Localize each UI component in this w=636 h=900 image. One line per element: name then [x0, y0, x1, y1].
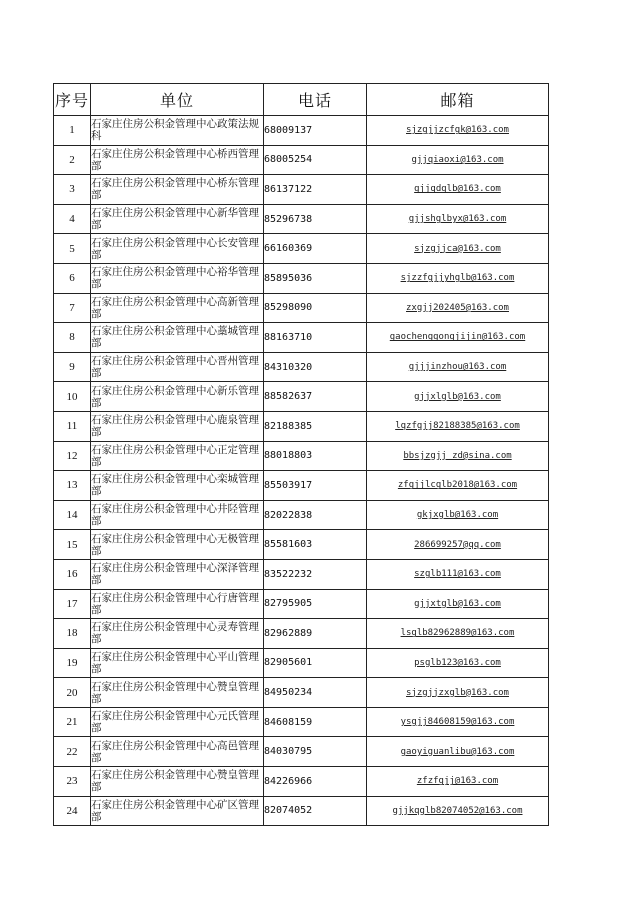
email-cell — [367, 648, 549, 678]
row-number: 10 — [54, 382, 91, 412]
email-address[interactable]: gjjqdglb@163.com — [414, 184, 501, 195]
unit-name: 石家庄住房公积金管理中心高邑管理部 — [91, 737, 264, 767]
phone-number: 84310320 — [264, 352, 367, 382]
email-cell — [367, 530, 549, 560]
unit-name: 石家庄住房公积金管理中心赞皇管理部 — [91, 678, 264, 708]
table-header — [54, 84, 549, 116]
phone-number: 82022838 — [264, 500, 367, 530]
unit-name: 石家庄住房公积金管理中心藁城管理部 — [91, 323, 264, 353]
table-body — [54, 116, 549, 826]
unit-name: 石家庄住房公积金管理中心裕华管理部 — [91, 263, 264, 293]
unit-name: 石家庄住房公积金管理中心政策法规科 — [91, 116, 264, 146]
table-row — [54, 559, 549, 589]
email-cell — [367, 204, 549, 234]
table-row — [54, 796, 549, 826]
table-row — [54, 500, 549, 530]
row-number: 1 — [54, 116, 91, 146]
table-row — [54, 175, 549, 205]
header-unit: 单位 — [91, 84, 264, 116]
email-address[interactable]: sjzgjjzcfgk@163.com — [406, 125, 509, 136]
row-number: 20 — [54, 678, 91, 708]
email-cell — [367, 678, 549, 708]
phone-number: 85581603 — [264, 530, 367, 560]
phone-number: 88582637 — [264, 382, 367, 412]
email-address[interactable]: lsglb82962889@163.com — [400, 628, 515, 639]
table-row — [54, 263, 549, 293]
row-number: 15 — [54, 530, 91, 560]
table-row — [54, 619, 549, 649]
unit-name: 石家庄住房公积金管理中心无极管理部 — [91, 530, 264, 560]
unit-name: 石家庄住房公积金管理中心栾城管理部 — [91, 471, 264, 501]
table-row — [54, 471, 549, 501]
table-row — [54, 441, 549, 471]
table-row — [54, 737, 549, 767]
row-number: 4 — [54, 204, 91, 234]
email-cell — [367, 323, 549, 353]
email-cell — [367, 382, 549, 412]
row-number: 14 — [54, 500, 91, 530]
table-row — [54, 678, 549, 708]
row-number: 21 — [54, 707, 91, 737]
row-number: 7 — [54, 293, 91, 323]
phone-number: 82795905 — [264, 589, 367, 619]
email-address[interactable]: zxgjj202405@163.com — [406, 302, 509, 313]
email-address[interactable]: gjjqiaoxi@163.com — [411, 154, 504, 165]
header-tel: 电话 — [264, 84, 367, 116]
phone-number: 85296738 — [264, 204, 367, 234]
email-address[interactable]: gjjxtglb@163.com — [414, 598, 501, 609]
phone-number: 86137122 — [264, 175, 367, 205]
email-address[interactable]: gjjshglbyx@163.com — [408, 214, 507, 225]
unit-name: 石家庄住房公积金管理中心平山管理部 — [91, 648, 264, 678]
phone-number: 82074052 — [264, 796, 367, 826]
email-cell — [367, 411, 549, 441]
unit-name: 石家庄住房公积金管理中心鹿泉管理部 — [91, 411, 264, 441]
phone-number: 82962889 — [264, 619, 367, 649]
email-cell — [367, 500, 549, 530]
table-row — [54, 767, 549, 797]
unit-name: 石家庄住房公积金管理中心元氏管理部 — [91, 707, 264, 737]
table-row — [54, 382, 549, 412]
email-cell — [367, 293, 549, 323]
header-row — [54, 84, 549, 116]
email-address[interactable]: gjjxlglb@163.com — [414, 391, 501, 402]
email-cell — [367, 737, 549, 767]
row-number: 6 — [54, 263, 91, 293]
phone-number: 84608159 — [264, 707, 367, 737]
email-address[interactable]: ysgjj84608159@163.com — [400, 717, 515, 728]
table-row — [54, 234, 549, 264]
phone-number: 85298090 — [264, 293, 367, 323]
row-number: 11 — [54, 411, 91, 441]
row-number: 8 — [54, 323, 91, 353]
header-no: 序号 — [54, 84, 91, 116]
unit-name: 石家庄住房公积金管理中心井陉管理部 — [91, 500, 264, 530]
table-row — [54, 293, 549, 323]
header-mail: 邮箱 — [367, 84, 549, 116]
email-address[interactable]: 286699257@qq.com — [414, 539, 501, 550]
phone-number: 82188385 — [264, 411, 367, 441]
row-number: 9 — [54, 352, 91, 382]
unit-name: 石家庄住房公积金管理中心新乐管理部 — [91, 382, 264, 412]
unit-name: 石家庄住房公积金管理中心晋州管理部 — [91, 352, 264, 382]
unit-name: 石家庄住房公积金管理中心深泽管理部 — [91, 559, 264, 589]
email-cell — [367, 767, 549, 797]
unit-name: 石家庄住房公积金管理中心桥东管理部 — [91, 175, 264, 205]
email-cell — [367, 559, 549, 589]
phone-number: 83522232 — [264, 559, 367, 589]
email-cell — [367, 175, 549, 205]
email-address[interactable]: gjjkqglb82074052@163.com — [392, 805, 523, 816]
row-number: 19 — [54, 648, 91, 678]
table-row — [54, 648, 549, 678]
unit-name: 石家庄住房公积金管理中心正定管理部 — [91, 441, 264, 471]
table-row — [54, 411, 549, 441]
unit-name: 石家庄住房公积金管理中心灵寿管理部 — [91, 619, 264, 649]
unit-name: 石家庄住房公积金管理中心赞皇管理部 — [91, 767, 264, 797]
unit-name: 石家庄住房公积金管理中心新华管理部 — [91, 204, 264, 234]
email-cell — [367, 441, 549, 471]
unit-name: 石家庄住房公积金管理中心长安管理部 — [91, 234, 264, 264]
table-row — [54, 352, 549, 382]
email-cell — [367, 471, 549, 501]
email-address[interactable]: zfzfgjj@163.com — [416, 776, 499, 787]
row-number: 12 — [54, 441, 91, 471]
table-row — [54, 589, 549, 619]
email-address[interactable]: gjjjinzhou@163.com — [408, 362, 507, 373]
row-number: 18 — [54, 619, 91, 649]
row-number: 2 — [54, 145, 91, 175]
table-row — [54, 116, 549, 146]
email-cell — [367, 263, 549, 293]
email-cell — [367, 234, 549, 264]
row-number: 3 — [54, 175, 91, 205]
table-row — [54, 204, 549, 234]
table-row — [54, 530, 549, 560]
email-cell — [367, 619, 549, 649]
unit-name: 石家庄住房公积金管理中心桥西管理部 — [91, 145, 264, 175]
row-number: 23 — [54, 767, 91, 797]
phone-number: 68005254 — [264, 145, 367, 175]
email-address[interactable]: lqzfgjj82188385@163.com — [395, 421, 520, 432]
row-number: 24 — [54, 796, 91, 826]
email-address[interactable]: gaochenggongjijin@163.com — [389, 332, 526, 343]
email-address[interactable]: szglb111@163.com — [414, 569, 501, 580]
email-address[interactable]: gaoyiguanlibu@163.com — [400, 746, 515, 757]
table-row — [54, 145, 549, 175]
unit-name: 石家庄住房公积金管理中心高新管理部 — [91, 293, 264, 323]
email-address[interactable]: psglb123@163.com — [414, 657, 501, 668]
row-number: 5 — [54, 234, 91, 264]
email-cell — [367, 116, 549, 146]
email-cell — [367, 589, 549, 619]
email-cell — [367, 352, 549, 382]
phone-number: 84950234 — [264, 678, 367, 708]
phone-number: 84030795 — [264, 737, 367, 767]
table-row — [54, 707, 549, 737]
unit-name: 石家庄住房公积金管理中心行唐管理部 — [91, 589, 264, 619]
row-number: 13 — [54, 471, 91, 501]
unit-name: 石家庄住房公积金管理中心矿区管理部 — [91, 796, 264, 826]
email-address[interactable]: gkjxglb@163.com — [416, 510, 499, 521]
email-address[interactable]: sjzzfgjjyhglb@163.com — [400, 273, 515, 284]
phone-number: 88163710 — [264, 323, 367, 353]
email-address[interactable]: bbsjzgjj_zd@sina.com — [403, 450, 512, 461]
email-cell — [367, 707, 549, 737]
phone-number: 82905601 — [264, 648, 367, 678]
phone-number: 85895036 — [264, 263, 367, 293]
contact-table — [53, 83, 549, 826]
row-number: 16 — [54, 559, 91, 589]
phone-number: 85503917 — [264, 471, 367, 501]
phone-number: 68009137 — [264, 116, 367, 146]
email-address[interactable]: zfgjjlcglb2018@163.com — [397, 480, 518, 491]
row-number: 17 — [54, 589, 91, 619]
email-address[interactable]: sjzgjjzxglb@163.com — [406, 687, 509, 698]
phone-number: 66160369 — [264, 234, 367, 264]
table-row — [54, 323, 549, 353]
email-address[interactable]: sjzgjjca@163.com — [414, 243, 501, 254]
email-cell — [367, 796, 549, 826]
phone-number: 88018803 — [264, 441, 367, 471]
email-cell — [367, 145, 549, 175]
phone-number: 84226966 — [264, 767, 367, 797]
row-number: 22 — [54, 737, 91, 767]
